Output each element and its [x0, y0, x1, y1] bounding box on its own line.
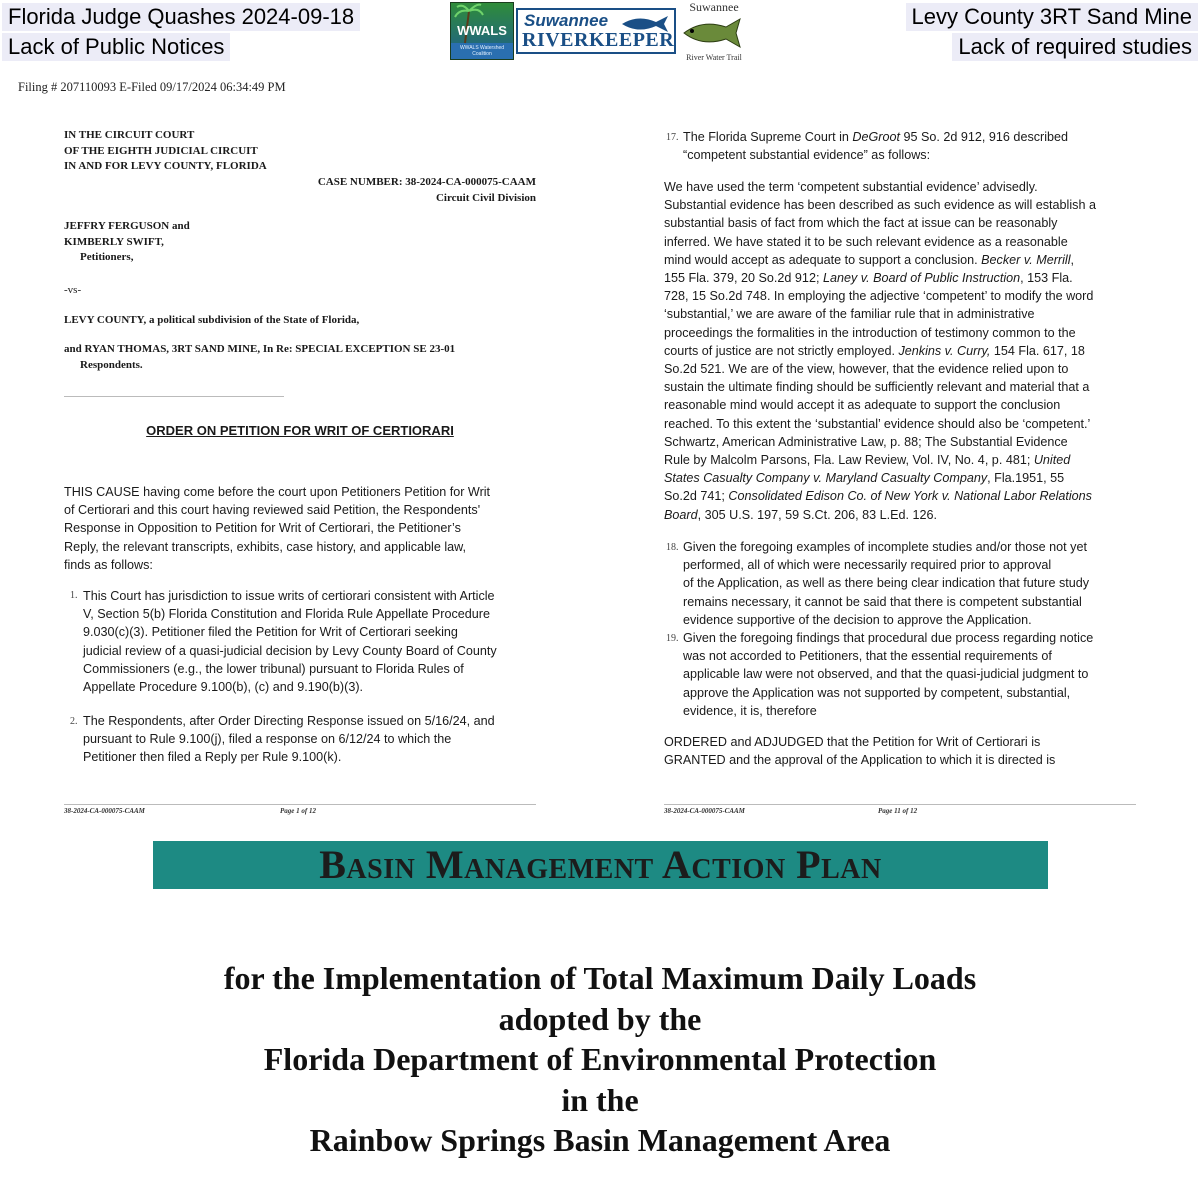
text-line: Given the foregoing examples of incomplete studies and/or those not yet	[683, 540, 1087, 554]
case-number-block	[318, 175, 536, 206]
text-line: reached. To this extent the ‘substantial’ evidence should also be ‘competent.’	[664, 416, 1091, 431]
item-number: 18.	[666, 542, 679, 553]
riverkeeper-logo-top: Suwannee	[524, 11, 609, 30]
bmap-title-banner	[153, 841, 1048, 889]
wwals-logo-caption: WWALS Watershed Coalition	[459, 45, 505, 57]
bmap-line-5: Rainbow Springs Basin Management Area	[309, 1122, 891, 1158]
petitioners-block	[64, 219, 190, 266]
finding-line: judicial review of a quasi-judicial decision by Levy County Board of County	[83, 643, 497, 658]
finding-line: Commissioners (e.g., the lower tribunal) pursuant to Florida Rules of	[83, 661, 464, 676]
respondents-label: Respondents.	[80, 358, 143, 371]
intro-line: THIS CAUSE having come before the court upon Petitioners Petition for Writ	[64, 485, 491, 499]
petitioner-2: KIMBERLY SWIFT,	[64, 235, 164, 248]
court-line-1: IN THE CIRCUIT COURT	[64, 129, 195, 141]
bass-fish-icon	[678, 15, 750, 51]
bmap-line-1: for the Implementation of Total Maximum Daily Loads	[223, 960, 977, 996]
left-footer-case: 38-2024-CA-000075-CAAM	[64, 807, 145, 815]
suwannee-riverkeeper-logo	[516, 8, 676, 54]
degroot-quote	[664, 178, 1096, 524]
text-line: GRANTED and the approval of the Application to which it is directed is	[664, 753, 1056, 768]
header-left-subtitle: Lack of Public Notices	[2, 33, 230, 61]
left-footer-page: Page 1 of 12	[280, 807, 316, 815]
finding-line: This Court has jurisdiction to issue writs of certiorari consistent with Article	[83, 589, 495, 603]
case-number: CASE NUMBER: 38-2024-CA-000075-CAAM	[317, 176, 536, 188]
text-line: remains necessary, it cannot be said that there is competent substantial	[683, 594, 1082, 609]
finding-line: Petitioner then filed a Reply per Rule 9.100(k).	[83, 750, 342, 765]
text-line: approve the Application was not supported by competent, substantial,	[683, 685, 1071, 700]
text-line: courts of justice are not strictly employed. Jenkins v. Curry, 154 Fla. 617, 18	[664, 343, 1085, 358]
header-left-title: Florida Judge Quashes 2024-09-18	[2, 3, 360, 31]
text-line: inferred. We have stated it to be such relevant evidence as a reasonable	[664, 234, 1068, 249]
left-footer-rule	[64, 804, 536, 805]
finding-1	[83, 587, 497, 696]
header-right-subtitle: Lack of required studies	[952, 33, 1198, 61]
order-title: ORDER ON PETITION FOR WRIT OF CERTIORARI	[146, 423, 454, 438]
text-line: evidence supportive of the decision to approve the Application.	[683, 612, 1032, 627]
right-footer-page: Page 11 of 12	[878, 807, 918, 815]
respondents-block	[64, 342, 455, 373]
court-caption	[64, 128, 267, 175]
finding-17	[683, 128, 1068, 164]
text-line: proceedings the formalities in the introduction of testimony common to the	[664, 325, 1076, 340]
caption-divider	[64, 396, 284, 397]
intro-line: finds as follows:	[64, 557, 153, 572]
item-number: 1.	[70, 590, 78, 601]
text-line: performed, all of which were necessarily required prior to approval	[683, 558, 1052, 573]
finding-line: The Florida Supreme Court in DeGroot 95 So. 2d 912, 916 described	[683, 130, 1069, 144]
respondent-2: and RYAN THOMAS, 3RT SAND MINE, In Re: SPECIAL EXCEPTION SE 23-01	[64, 343, 456, 355]
wwals-logo-text: WWALS	[457, 23, 507, 38]
intro-line: Response in Opposition to Petition for Writ of Certiorari, the Petitioner’s	[64, 521, 461, 536]
text-line: So.2d 741; Consolidated Edison Co. of New York v. National Labor Relations	[664, 489, 1092, 504]
text-line: So.2d 521. We are of the view, however, that the evidence relied upon to	[664, 362, 1069, 377]
text-line: sustain the ultimate finding should be sufficiently relevant and material that a	[664, 380, 1090, 395]
finding-line: “competent substantial evidence” as follows:	[683, 148, 931, 163]
court-line-3: IN AND FOR LEVY COUNTY, FLORIDA	[64, 160, 267, 172]
text-line: applicable law were not observed, and that the quasi-judicial judgment to	[683, 667, 1089, 682]
text-line: 155 Fla. 379, 20 So.2d 912; Laney v. Board of Public Instruction, 153 Fla.	[664, 271, 1073, 286]
text-line: reasonable mind would accept it as adequate to support the conclusion	[664, 398, 1061, 413]
finding-line: pursuant to Rule 9.100(j), filed a response on 6/12/24 to which the	[83, 732, 452, 747]
intro-line: Reply, the relevant transcripts, exhibits, case history, and applicable law,	[64, 539, 467, 554]
court-division: Circuit Civil Division	[435, 191, 536, 204]
text-line: Rule by Malcolm Parsons, Fla. Law Review, Vol. IV, No. 4, p. 481; United	[664, 453, 1071, 468]
text-line: ORDERED and ADJUDGED that the Petition for Writ of Certiorari is	[664, 735, 1041, 749]
right-footer-case: 38-2024-CA-000075-CAAM	[664, 807, 745, 815]
text-line: 728, 15 So.2d 748. In employing the adjective ‘competent’ to modify the word	[664, 289, 1094, 304]
intro-line: of Certiorari and this court having reviewed said Petition, the Respondents'	[64, 503, 481, 518]
court-line-2: OF THE EIGHTH JUDICIAL CIRCUIT	[64, 144, 258, 157]
finding-line: 9.030(c)(3). Petitioner filed the Petition for Writ of Certiorari seeking	[83, 625, 458, 640]
item-number: 19.	[666, 633, 679, 644]
riverkeeper-logo-bottom: RIVERKEEPER	[522, 29, 675, 51]
bmap-title: Basin Management Action Plan	[319, 842, 882, 887]
water-trail-logo	[678, 0, 750, 62]
text-line: substantial basis of fact from which the fact at issue can be reasonably	[664, 216, 1058, 231]
text-line: Given the foregoing findings that procedural due process regarding notice	[683, 631, 1094, 645]
respondent-1: LEVY COUNTY, a political subdivision of the State of Florida,	[64, 314, 360, 326]
water-trail-logo-bottom: River Water Trail	[686, 53, 742, 62]
finding-line: V, Section 5(b) Florida Constitution and Florida Rule Appellate Procedure	[83, 607, 490, 622]
finding-18	[683, 538, 1089, 629]
text-line: We have used the term ‘competent substantial evidence’ advisedly.	[664, 180, 1038, 194]
petitioner-1: JEFFRY FERGUSON and	[64, 220, 190, 232]
bmap-line-4: in the	[561, 1082, 639, 1118]
header-right-title: Levy County 3RT Sand Mine	[906, 3, 1198, 31]
wwals-logo	[450, 2, 514, 60]
text-line: States Casualty Company v. Maryland Casualty Company, Fla.1951, 55	[664, 471, 1065, 486]
fish-icon	[620, 14, 670, 34]
versus: -vs-	[64, 284, 82, 296]
item-number: 2.	[70, 716, 78, 727]
water-trail-logo-top: Suwannee	[689, 0, 739, 14]
text-line: of the Application, as well as there being clear indication that future study	[683, 576, 1090, 591]
bmap-line-3: Florida Department of Environmental Protection	[263, 1041, 937, 1077]
text-line: Schwartz, American Administrative Law, p. 88; The Substantial Evidence	[664, 434, 1068, 449]
filing-stamp: Filing # 207110093 E-Filed 09/17/2024 06:34:49 PM	[18, 80, 286, 94]
finding-line: Appellate Procedure 9.100(b), (c) and 9.190(b)(3).	[83, 680, 364, 695]
bmap-line-2: adopted by the	[498, 1001, 702, 1037]
text-line: ‘substantial,’ we are aware of the familiar rule that in administrative	[664, 307, 1035, 322]
finding-2	[83, 712, 495, 767]
item-number: 17.	[666, 132, 679, 143]
finding-19	[683, 629, 1093, 720]
text-line: Board, 305 U.S. 197, 59 S.Ct. 206, 83 L.Ed. 126.	[664, 507, 938, 522]
petitioners-label: Petitioners,	[80, 251, 134, 263]
intro-paragraph	[64, 483, 490, 574]
finding-line: The Respondents, after Order Directing Response issued on 5/16/24, and	[83, 714, 495, 728]
text-line: Substantial evidence has been described as such evidence as will establish a	[664, 198, 1096, 213]
text-line: was not accorded to Petitioners, that the essential requirements of	[683, 649, 1052, 664]
text-line: evidence, it is, therefore	[683, 703, 817, 718]
text-line: mind would accept as adequate to support a conclusion. Becker v. Merrill,	[664, 252, 1074, 267]
right-footer-rule	[664, 804, 1136, 805]
ordered-paragraph	[664, 733, 1055, 769]
